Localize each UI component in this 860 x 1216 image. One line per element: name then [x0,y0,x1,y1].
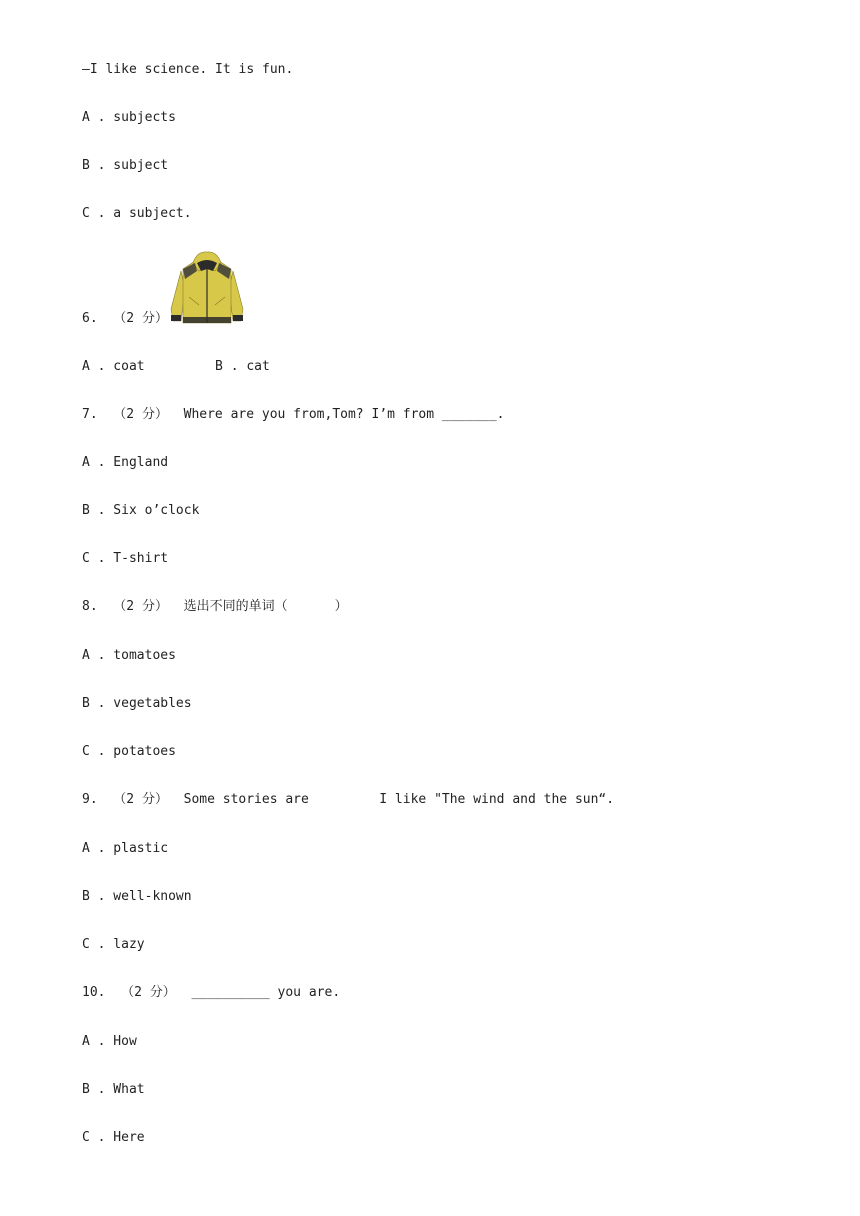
question-8-option-a: A . tomatoes [82,648,176,663]
option-c: C . a subject. [82,206,192,221]
question-9-option-c: C . lazy [82,937,145,952]
yellow-jacket-icon [167,249,247,327]
option-a: A . subjects [82,110,176,125]
question-9: 9. （2 分） Some stories are I like "The wind and the sun“. [82,792,615,807]
question-8-option-c: C . potatoes [82,744,176,759]
question-10-option-b: B . What [82,1082,145,1097]
question-6-picture [167,249,247,327]
question-9-option-b: B . well-known [82,889,192,904]
question-7-option-a: A . England [82,455,169,470]
question-6-options: A . coat B . cat [82,359,270,374]
question-8-option-b: B . vegetables [82,696,192,711]
question-10-option-a: A . How [82,1034,137,1049]
question-7-option-c: C . T-shirt [82,551,169,566]
question-10: 10. （2 分） __________ you are. [82,985,341,1000]
question-10-option-c: C . Here [82,1130,145,1145]
question-9-option-a: A . plastic [82,841,169,856]
question-6-header: 6. （2 分） [82,311,168,326]
prev-question-prompt: —I like science. It is fun. [82,62,294,77]
question-8: 8. （2 分） 选出不同的单词（ ） [82,599,348,614]
option-b: B . subject [82,158,169,173]
question-7-option-b: B . Six o’clock [82,503,200,518]
question-7: 7. （2 分） Where are you from,Tom? I’m from _______. [82,407,505,422]
